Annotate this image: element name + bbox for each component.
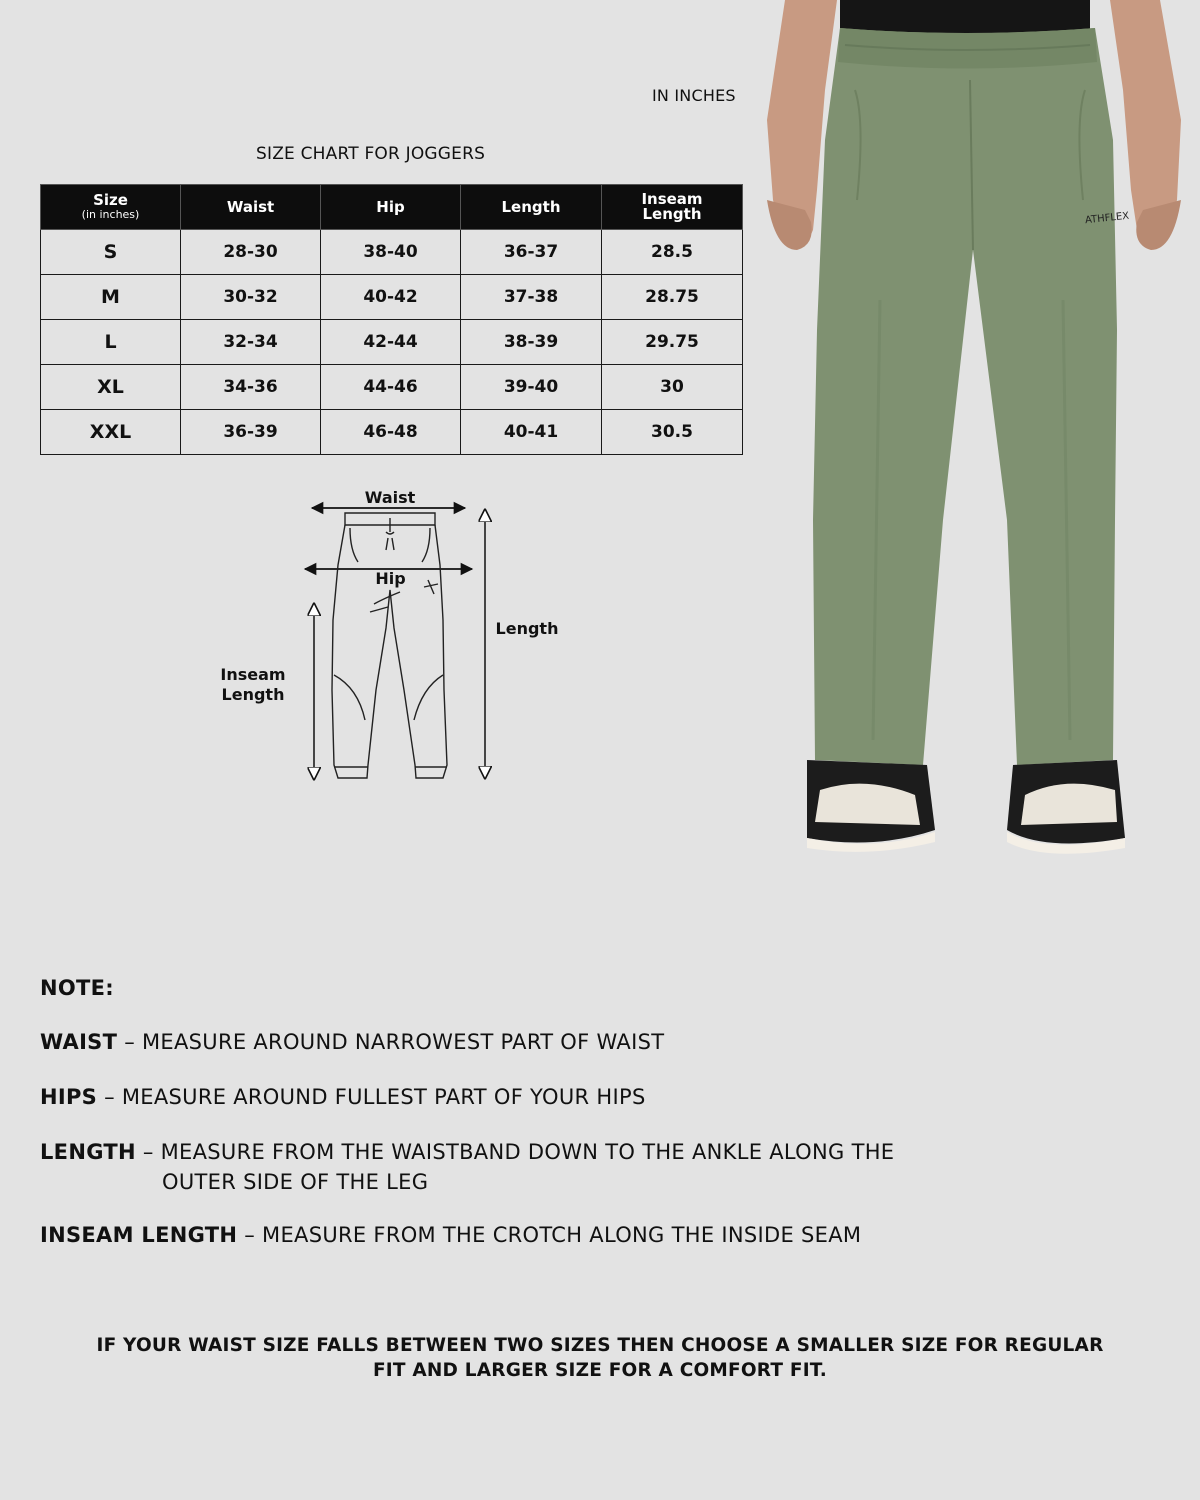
cell-waist: 36-39 — [181, 410, 321, 455]
cell-length: 40-41 — [461, 410, 602, 455]
header-label: Hip — [376, 197, 405, 216]
measurement-diagram — [200, 480, 580, 800]
fit-tip-line1: IF YOUR WAIST SIZE FALLS BETWEEN TWO SIZES THEN CHOOSE A SMALLER SIZE FOR REGULAR — [96, 1335, 1104, 1356]
cell-size: M — [41, 275, 181, 320]
note-text: – MEASURE FROM THE CROTCH ALONG THE INSIDE SEAM — [237, 1223, 862, 1247]
note-inseam — [40, 1223, 861, 1247]
cell-size: XXL — [41, 410, 181, 455]
size-chart-table — [40, 184, 743, 455]
note-waist — [40, 1030, 664, 1054]
note-text: – MEASURE AROUND NARROWEST PART OF WAIST — [117, 1030, 665, 1054]
cell-hip: 46-48 — [321, 410, 461, 455]
table-row — [41, 275, 743, 320]
cell-inseam: 29.75 — [602, 320, 743, 365]
cell-waist: 30-32 — [181, 275, 321, 320]
table-header-row — [41, 185, 743, 230]
brand-print-text: ATHFLEX — [1084, 210, 1130, 227]
cell-size: S — [41, 230, 181, 275]
diagram-waist-label: Waist — [364, 488, 416, 507]
cell-hip: 40-42 — [321, 275, 461, 320]
note-length — [40, 1140, 1040, 1194]
diagram-inseam-label-line2: Length — [221, 685, 285, 704]
note-text: – MEASURE AROUND FULLEST PART OF YOUR HIPS — [97, 1085, 646, 1109]
header-waist — [181, 185, 321, 230]
cell-waist: 28-30 — [181, 230, 321, 275]
diagram-length-label: Length — [495, 619, 559, 638]
units-label: IN INCHES — [652, 86, 736, 105]
product-photo — [745, 0, 1200, 870]
fit-tip — [50, 1333, 1150, 1383]
note-term: HIPS — [40, 1085, 98, 1109]
fit-tip-line2: FIT AND LARGER SIZE FOR A COMFORT FIT. — [372, 1360, 828, 1381]
note-text: – MEASURE FROM THE WAISTBAND DOWN TO THE ANKLE ALONG THE — [135, 1140, 895, 1164]
note-term: INSEAM LENGTH — [40, 1223, 238, 1247]
cell-inseam: 30.5 — [602, 410, 743, 455]
cell-length: 37-38 — [461, 275, 602, 320]
note-term: WAIST — [40, 1030, 118, 1054]
cell-waist: 34-36 — [181, 365, 321, 410]
model-wearing-joggers-image — [745, 0, 1200, 870]
jogger-outline-drawing — [200, 480, 580, 800]
cell-hip: 44-46 — [321, 365, 461, 410]
chart-title: SIZE CHART FOR JOGGERS — [256, 144, 486, 164]
header-size — [41, 185, 181, 230]
cell-length: 38-39 — [461, 320, 602, 365]
cell-inseam: 28.75 — [602, 275, 743, 320]
diagram-inseam-label-line1: Inseam — [220, 665, 286, 684]
table-row — [41, 410, 743, 455]
note-term: LENGTH — [40, 1140, 136, 1164]
cell-inseam: 30 — [602, 365, 743, 410]
header-label: Inseam Length — [641, 190, 703, 223]
cell-length: 36-37 — [461, 230, 602, 275]
header-label: Waist — [226, 197, 275, 216]
pants-outline — [332, 513, 447, 778]
note-heading: NOTE: — [40, 976, 114, 1000]
header-hip — [321, 185, 461, 230]
header-length — [461, 185, 602, 230]
header-label: Length — [501, 197, 561, 216]
cell-size: XL — [41, 365, 181, 410]
diagram-hip-label: Hip — [375, 569, 406, 588]
cell-waist: 32-34 — [181, 320, 321, 365]
header-sublabel: (in inches) — [81, 208, 140, 221]
header-inseam-length — [602, 185, 743, 230]
cell-size: L — [41, 320, 181, 365]
diagram-inseam-label — [214, 665, 292, 705]
cell-hip: 42-44 — [321, 320, 461, 365]
note-text-continued: OUTER SIDE OF THE LEG — [162, 1170, 429, 1194]
cell-hip: 38-40 — [321, 230, 461, 275]
cell-inseam: 28.5 — [602, 230, 743, 275]
header-label: Size — [93, 191, 128, 209]
table-row — [41, 230, 743, 275]
table-row — [41, 320, 743, 365]
cell-length: 39-40 — [461, 365, 602, 410]
table-row — [41, 365, 743, 410]
note-hips — [40, 1085, 646, 1109]
